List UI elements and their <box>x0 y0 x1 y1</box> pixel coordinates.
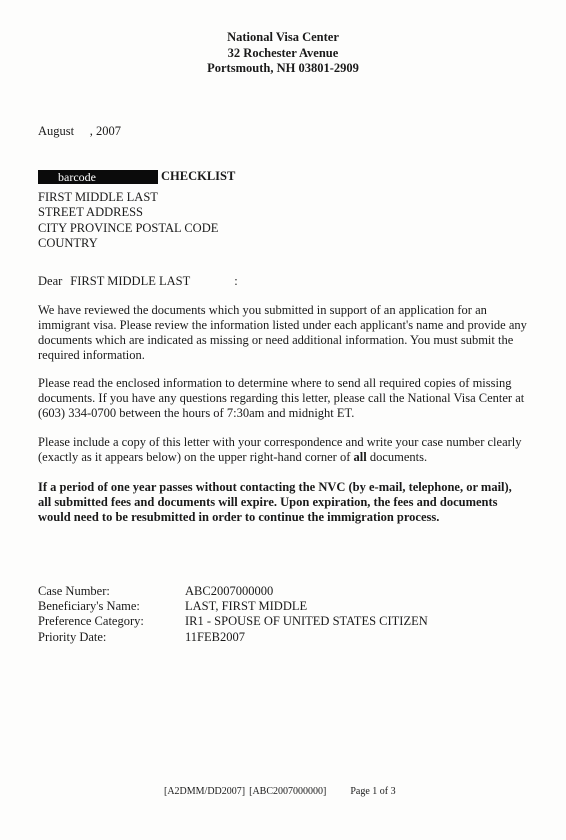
letterhead-city: Portsmouth, NH 03801-2909 <box>207 61 359 75</box>
paragraph-review: We have reviewed the documents which you submitted in support of an application for an immigrant visa. Please review the information listed under each applicant's name and provide any documents which are indicated as missing or need additional information. You must submit the required information. <box>38 303 527 362</box>
case-info-block <box>38 584 428 645</box>
priority-label: Priority Date: <box>38 629 107 644</box>
priority-value: 11FEB2007 <box>185 629 245 644</box>
checklist-heading <box>38 169 235 184</box>
priority-row <box>38 630 428 645</box>
recipient-street: STREET ADDRESS <box>38 205 143 220</box>
paragraph-expiration-warning: If a period of one year passes without contacting the NVC (by e-mail, telephone, or mail), all submitted fees and documents will expire. Upon expiration, the fees and documents would need to be resubmitted in order to continue the immigration process. <box>38 480 512 524</box>
preference-row <box>38 614 428 629</box>
recipient-name: FIRST MIDDLE LAST <box>38 190 158 204</box>
letter-date: August , 2007 <box>38 124 121 138</box>
beneficiary-row <box>38 599 428 614</box>
beneficiary-value: LAST, FIRST MIDDLE <box>185 599 308 614</box>
preference-value: IR1 - SPOUSE OF UNITED STATES CITIZEN <box>185 614 428 629</box>
paragraph-instructions: Please read the enclosed information to determine where to send all required copies of missing documents. If you have any questions regarding this letter, please call the National Visa Center at (603) 334-0700 between the hours of 7:30am and midnight ET. <box>38 376 525 420</box>
paragraph-include-copy <box>38 435 528 465</box>
beneficiary-label: Beneficiary's Name: <box>38 599 140 614</box>
salutation-colon: : <box>234 274 238 288</box>
letterhead-street: 32 Rochester Avenue <box>227 45 339 60</box>
footer-doc-code: [A2DMM/DD2007] <box>164 786 246 797</box>
barcode-redaction: barcode <box>38 170 158 184</box>
letterhead <box>0 30 566 77</box>
salutation-dear: Dear <box>38 274 63 288</box>
recipient-city: CITY PROVINCE POSTAL CODE <box>38 220 219 235</box>
recipient-country: COUNTRY <box>38 235 98 250</box>
page-footer <box>164 786 396 798</box>
footer-case-code: [ABC2007000000] <box>249 786 327 797</box>
paragraph-include-copy-bold: all <box>353 450 367 464</box>
preference-label: Preference Category: <box>38 614 144 629</box>
salutation-name: FIRST MIDDLE LAST <box>70 274 191 288</box>
case-number-label: Case Number: <box>38 584 110 598</box>
paragraph-include-copy-end: documents. <box>366 450 428 464</box>
recipient-address <box>38 190 218 251</box>
letterhead-organization: National Visa Center <box>227 30 339 44</box>
footer-page-number: Page 1 of 3 <box>350 786 396 797</box>
salutation <box>38 274 238 289</box>
case-number-row <box>38 584 428 599</box>
checklist-title: CHECKLIST <box>161 169 236 183</box>
case-number-value: ABC2007000000 <box>185 584 274 598</box>
paragraph-include-copy-text: Please include a copy of this letter with your correspondence and write your case number clearly (exactly as it appears below) on the upper right-hand corner of <box>38 435 522 464</box>
